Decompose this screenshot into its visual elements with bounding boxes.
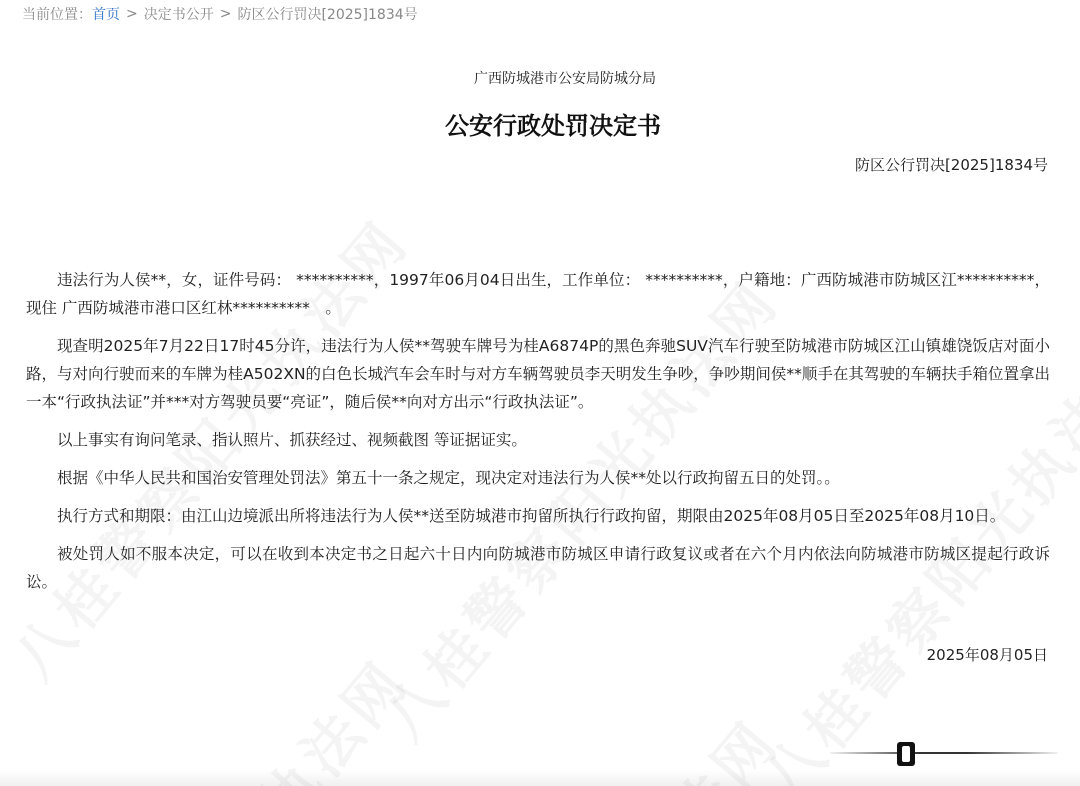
paragraph-offender-info: 违法行为人侯**，女，证件号码： **********，1997年06月04日出生，工作单位： **********，户籍地：广西防城港市防城区江**********，现住 广西防城港市港口区红林********** 。 (26, 271, 1050, 317)
paragraph-appeal-rights: 被处罚人如不服本决定，可以在收到本决定书之日起六十日内向防城港市防城区申请行政复议或者在六个月内依法向防城港市防城区提起行政诉讼。 (26, 545, 1050, 591)
breadcrumb-section-link[interactable]: 决定书公开 (143, 7, 214, 23)
paragraph-execution: 执行方式和期限：由江山边境派出所将违法行为人侯**送至防城港市拘留所执行行政拘留，期限由2025年08月05日至2025年08月10日。 (57, 507, 1006, 525)
scrollbar-track[interactable] (830, 752, 1058, 754)
breadcrumb-separator: > (126, 6, 138, 22)
paragraph-evidence: 以上事实有询问笔录、指认照片、抓获经过、视频截图 等证据证实。 (57, 431, 527, 449)
issuing-authority: 广西防城港市公安局防城分局 (474, 71, 656, 87)
breadcrumb-home-link[interactable]: 首页 (92, 7, 120, 23)
horizontal-scrollbar[interactable] (830, 742, 1058, 766)
breadcrumb-label: 当前位置： (22, 7, 92, 23)
breadcrumb (22, 4, 418, 24)
bottom-shadow (0, 770, 1080, 786)
breadcrumb-separator: > (219, 6, 232, 22)
scrollbar-thumb[interactable] (897, 742, 915, 766)
paragraph-legal-basis: 根据《中华人民共和国治安管理处罚法》第五十一条之规定，现决定对违法行为人侯**处以行政拘留五日的处罚。。 (57, 469, 840, 487)
document-body (26, 266, 1050, 606)
watermark-text (0, 639, 425, 786)
breadcrumb-current: 防区公行罚决[2025]1834号 (237, 7, 418, 23)
paragraph-facts: 现查明2025年7月22日17时45分许，违法行为人侯**驾驶车牌号为桂A6874P的黑色奔驰SUV汽车行驶至防城港市防城区江山镇雄饶饭店对面小路，与对向行驶而来的车牌为桂A502XN的白色长城汽车会车时与对方车辆驾驶员李天明发生争吵，争吵期间侯**顺手在其驾驶的车辆扶手箱位置拿出一本“行政执法证”并***对方驾驶员要“亮证”，随后侯**向对方出示“行政执法证”。 (26, 337, 1050, 411)
document-number: 防区公行罚决[2025]1834号 (854, 156, 1048, 174)
document-title: 公安行政处罚决定书 (445, 112, 661, 140)
decision-date: 2025年08月05日 (926, 646, 1048, 664)
